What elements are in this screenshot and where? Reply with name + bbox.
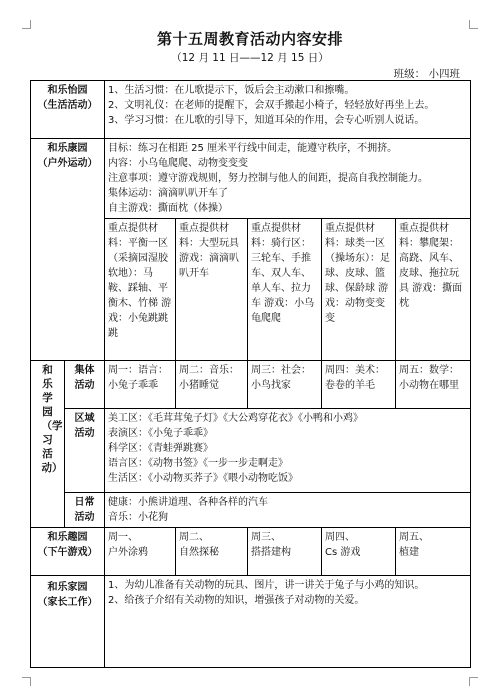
afternoon-header: 和乐趣园 （下午游戏） (31, 528, 105, 576)
family-line: 1、为幼儿准备有关动物的玩具、图片，讲一讲关于兔子与小鸡的知识。 (108, 580, 425, 591)
group-day-mon: 周一：语言：小兔子乖乖 (105, 361, 176, 409)
outdoor-line: 目标：练习在相距 25 厘米平行线中间走，能遵守秩序，不拥挤。 (108, 143, 398, 154)
afternoon-day-mon: 周一、 户外涂鸦 (105, 528, 176, 576)
afternoon-day-wed: 周三、 搭搭建构 (248, 528, 322, 576)
area-line: 语言区：《动物书签》《一步一步走啊走》 (108, 458, 288, 469)
area-line: 美工区：《毛茸茸兔子灯》《大公鸡穿花衣》《小鸭和小鸡》 (108, 413, 363, 424)
life-line: 1、生活习惯：在儿歌提示下，饭后会主动漱口和擦嘴。 (108, 85, 355, 96)
daily-line: 音乐：小花狗 (108, 512, 168, 523)
family-header: 和乐家园 （家长工作） (31, 576, 105, 668)
life-line: 2、文明礼仪：在老师的提醒下，会双手搬起小椅子，轻轻放好再坐上去。 (108, 100, 435, 111)
daily-activity-label: 日常 活动 (65, 493, 105, 528)
group-day-tue: 周二：音乐：小猪睡觉 (176, 361, 248, 409)
family-line: 2、给孩子介绍有关动物的知识，增强孩子对动物的关爱。 (108, 595, 365, 606)
life-header: 和乐怡园 （生活活动） (31, 81, 105, 139)
afternoon-day-tue: 周二、 自然探秘 (176, 528, 248, 576)
family-row (31, 576, 471, 668)
area-activity-label: 区域 活动 (65, 409, 105, 493)
outdoor-content (105, 139, 471, 219)
daily-activity-row (31, 493, 471, 528)
outdoor-line: 自主游戏：撕面枕（体操） (108, 203, 228, 214)
area-line: 科学区：《青蛙弹跳赛》 (108, 443, 213, 454)
daily-line: 健康：小熊讲道理、各种各样的汽车 (108, 497, 268, 508)
schedule-table (30, 80, 471, 668)
outdoor-day-wed: 重点提供材料：骑行区：三轮车、手推车、双人车、单人车、拉力车 游戏：小乌龟爬爬 (248, 219, 322, 361)
outdoor-line: 注意事项：遵守游戏规则，努力控制与他人的间距，提高自我控制能力。 (108, 173, 428, 184)
group-day-thu: 周四：美术：卷卷的羊毛 (322, 361, 396, 409)
outdoor-day-fri: 重点提供材料：攀爬架：高跷、风车、皮球、拖拉玩具 游戏：撕面枕 (396, 219, 471, 361)
area-activity-content (105, 409, 471, 493)
afternoon-day-fri: 周五、 植建 (396, 528, 471, 576)
afternoon-day-thu: 周四、 Cs 游戏 (322, 528, 396, 576)
group-day-wed: 周三：社会：小鸟找家 (248, 361, 322, 409)
outdoor-line: 内容：小乌龟爬爬、动物变变变 (108, 158, 248, 169)
outdoor-header: 和乐康园 （户外运动） (31, 139, 105, 361)
page-title: 第十五周教育活动内容安排 (156, 30, 343, 48)
class-label: 班级： 小四班 (393, 68, 460, 80)
area-line: 生活区：《小动物买荞子》《喂小动物吃饭》 (108, 473, 298, 484)
life-row (31, 81, 471, 139)
date-range: （12 月 11 日——12 月 15 日） (171, 52, 329, 64)
group-activity-label: 集体 活动 (65, 361, 105, 409)
area-activity-row (31, 409, 471, 493)
outdoor-day-thu: 重点提供材料：球类一区（操场东）：足球、皮球、篮球、保龄球 游戏：动物变变变 (322, 219, 396, 361)
group-day-fri: 周五：数学：小动物在哪里 (396, 361, 471, 409)
learn-header: 和乐学园（学习活动） (31, 361, 65, 528)
outdoor-day-tue: 重点提供材料：大型玩具 游戏：滴滴叭叭开车 (176, 219, 248, 361)
family-content (105, 576, 471, 668)
outdoor-line: 集体运动：滴滴叭叭开车了 (108, 188, 228, 199)
daily-activity-content (105, 493, 471, 528)
life-line: 3、学习习惯：在儿歌的引导下，知道耳朵的作用，会专心听别人说话。 (108, 115, 425, 126)
outdoor-day-mon: 重点提供材料：平衡一区（采摘园湿胶软地）：马鞍、踩轴、平衡木、竹梯 游戏：小兔跳跳跳 (105, 219, 176, 361)
area-line: 表演区：《小兔子乖乖》 (108, 428, 213, 439)
page-corner-mark (22, 677, 31, 686)
life-content (105, 81, 471, 139)
group-activity-row (31, 361, 471, 409)
afternoon-row (31, 528, 471, 576)
outdoor-row (31, 139, 471, 219)
page-corner-mark (469, 677, 478, 686)
